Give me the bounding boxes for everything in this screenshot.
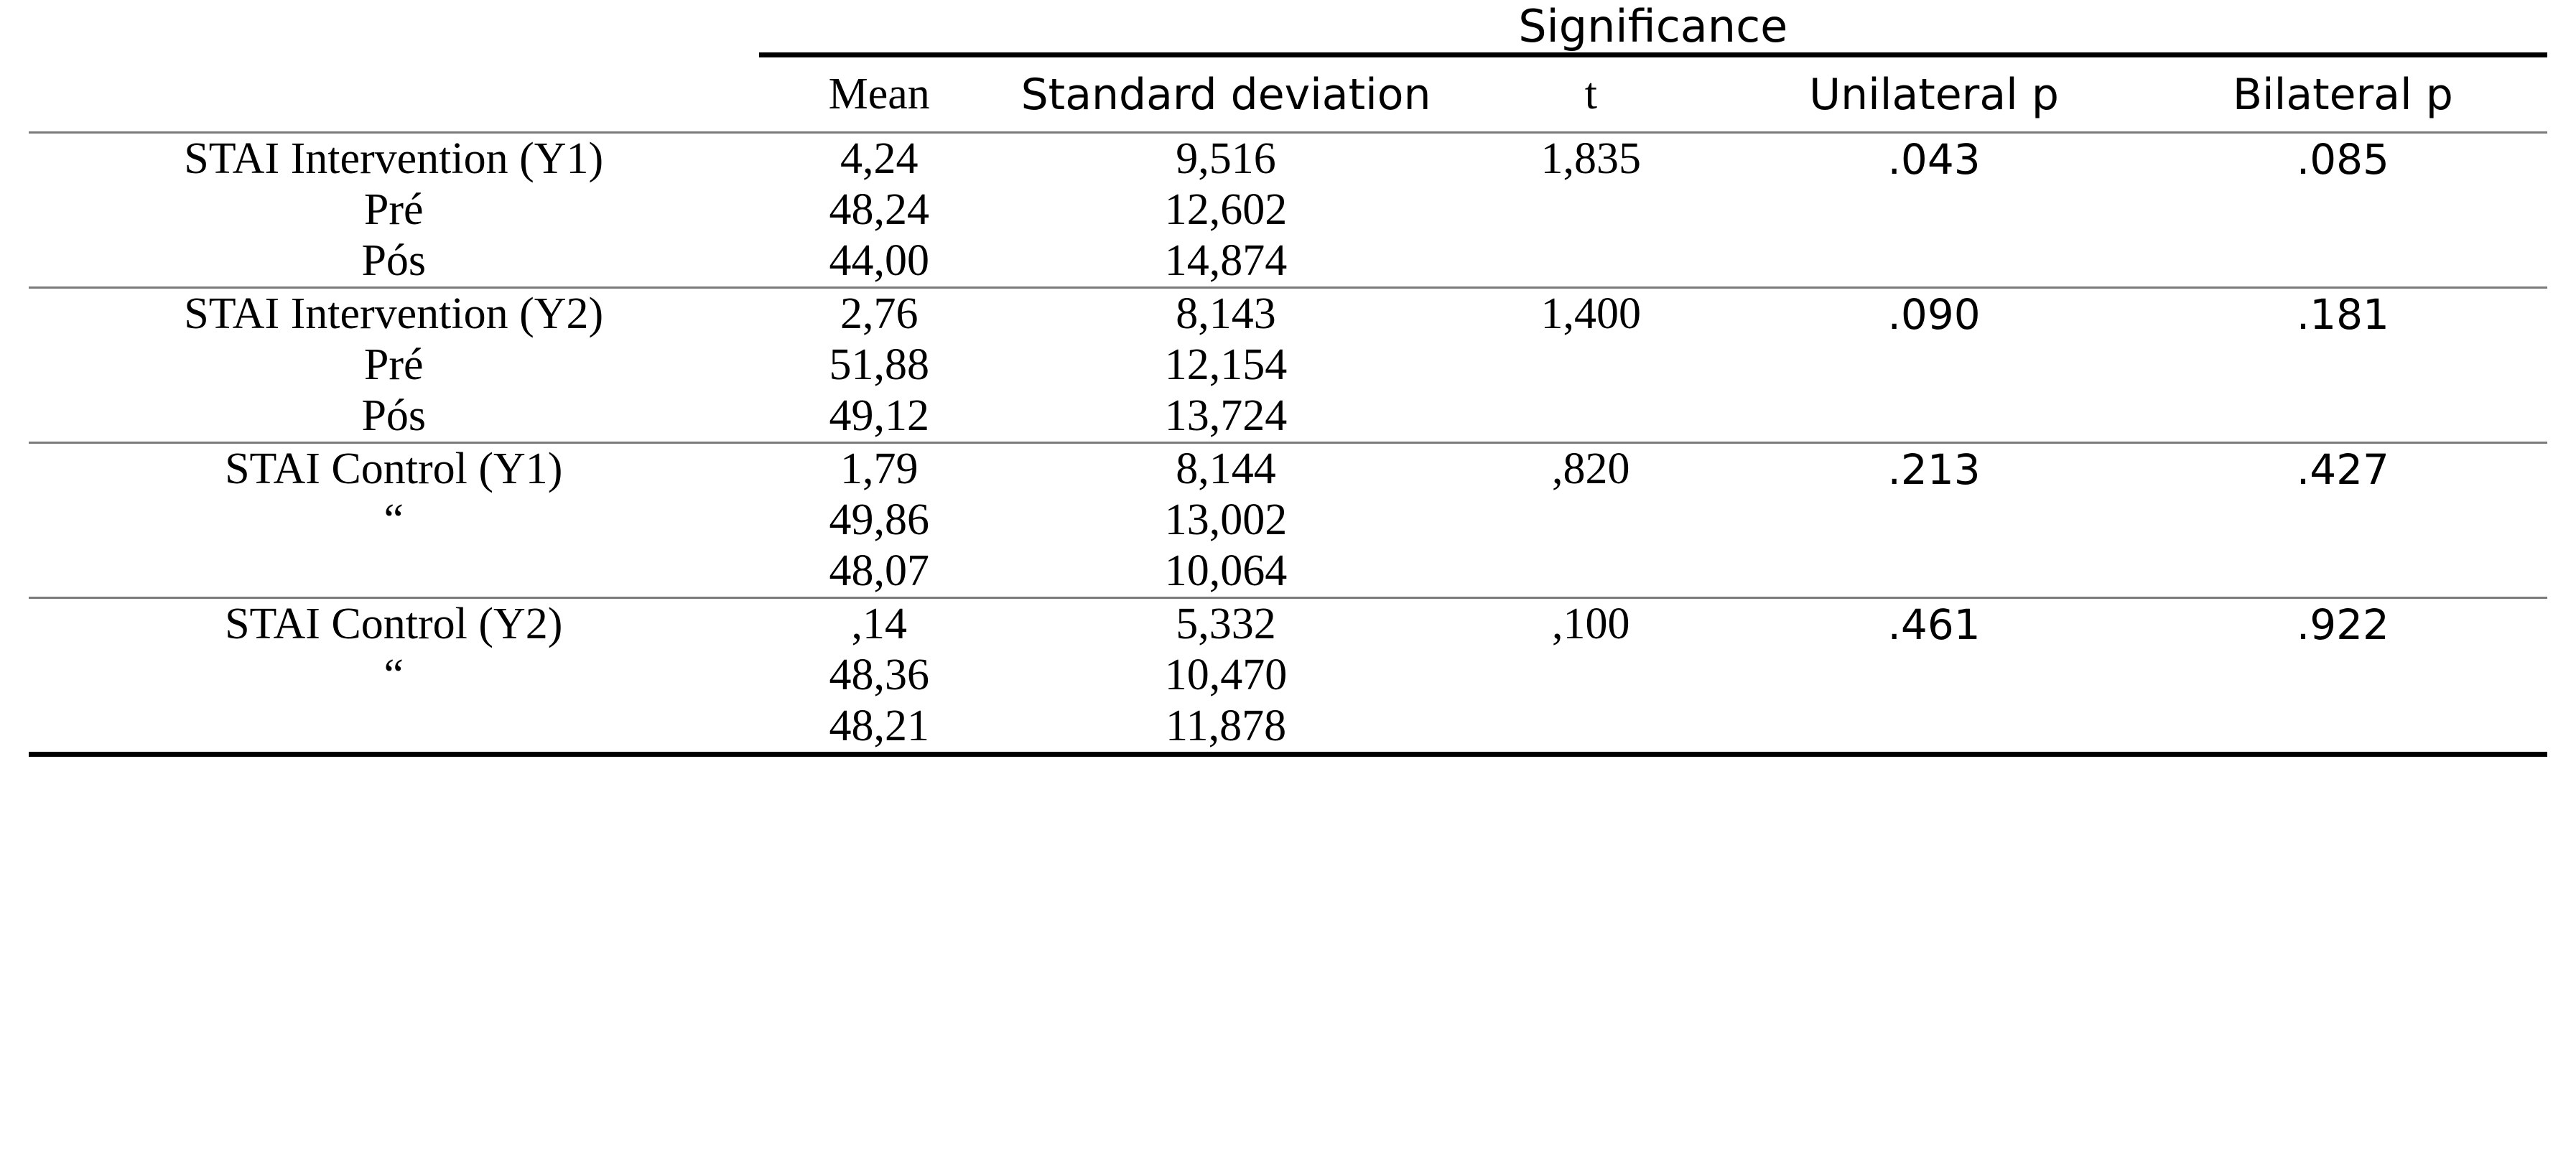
row-mean: 49,12	[829, 391, 929, 440]
row-bilateral-p	[2139, 340, 2547, 391]
row-standard-deviation: 13,002	[1164, 495, 1288, 544]
row-unilateral-p: .213	[1887, 444, 1981, 494]
row-bilateral-p: .181	[2296, 289, 2389, 339]
row-unilateral-p: .090	[1887, 289, 1981, 339]
row-label: Pré	[363, 185, 424, 234]
row-unilateral-p: .461	[1887, 600, 1981, 649]
group-header-significance: Significance	[759, 0, 2548, 55]
column-header-t: t	[1584, 70, 1597, 118]
row-bilateral-p	[2139, 546, 2547, 598]
row-label	[29, 701, 759, 755]
row-bilateral-p: .085	[2296, 134, 2389, 184]
row-unilateral-p	[1729, 701, 2138, 755]
row-t	[1452, 391, 1729, 443]
table-row	[29, 546, 2547, 598]
table-row	[29, 598, 2547, 651]
row-standard-deviation: 8,143	[1176, 289, 1276, 338]
table-body	[29, 133, 2547, 755]
row-mean: ,14	[851, 600, 907, 648]
row-t	[1452, 236, 1729, 288]
row-mean: 48,36	[829, 651, 929, 699]
table-row	[29, 185, 2547, 236]
row-bilateral-p	[2139, 236, 2547, 288]
row-unilateral-p	[1729, 340, 2138, 391]
row-t	[1452, 495, 1729, 546]
table-row	[29, 133, 2547, 185]
row-bilateral-p: .922	[2296, 600, 2389, 649]
row-unilateral-p	[1729, 185, 2138, 236]
row-mean: 51,88	[829, 340, 929, 389]
column-header-standard-deviation: Standard deviation	[1020, 69, 1431, 120]
row-standard-deviation: 5,332	[1176, 600, 1276, 648]
row-t	[1452, 701, 1729, 755]
row-standard-deviation: 8,144	[1176, 444, 1276, 493]
table-row	[29, 701, 2547, 755]
row-standard-deviation: 12,602	[1164, 185, 1288, 234]
row-unilateral-p: .043	[1887, 134, 1981, 184]
column-header-blank	[29, 55, 759, 133]
row-mean: 48,24	[829, 185, 929, 234]
group-header-spacer	[29, 0, 759, 55]
row-label: “	[383, 651, 404, 699]
row-label: Pós	[361, 391, 427, 440]
table-row	[29, 495, 2547, 546]
row-label	[29, 546, 759, 598]
row-mean: 2,76	[840, 289, 919, 338]
row-standard-deviation: 14,874	[1164, 236, 1288, 285]
row-label: STAI Intervention (Y1)	[184, 134, 604, 183]
row-standard-deviation: 12,154	[1164, 340, 1288, 389]
table-header	[29, 0, 2547, 133]
table-row	[29, 443, 2547, 495]
row-mean: 48,21	[829, 701, 929, 750]
row-t: 1,400	[1540, 289, 1642, 338]
row-t	[1452, 546, 1729, 598]
row-unilateral-p	[1729, 546, 2138, 598]
row-mean: 48,07	[829, 546, 929, 595]
row-mean: 44,00	[829, 236, 929, 285]
row-t	[1452, 185, 1729, 236]
column-header-row	[29, 55, 2547, 133]
table-row	[29, 650, 2547, 701]
row-bilateral-p: .427	[2296, 444, 2389, 494]
row-bilateral-p	[2139, 495, 2547, 546]
row-t: ,100	[1552, 600, 1630, 648]
table-row	[29, 288, 2547, 340]
row-bilateral-p	[2139, 701, 2547, 755]
row-label: STAI Intervention (Y2)	[184, 289, 604, 338]
row-mean: 1,79	[840, 444, 919, 493]
table-row	[29, 236, 2547, 288]
row-label: Pré	[363, 340, 424, 389]
row-unilateral-p	[1729, 236, 2138, 288]
row-standard-deviation: 13,724	[1164, 391, 1288, 440]
row-unilateral-p	[1729, 495, 2138, 546]
row-t	[1452, 650, 1729, 701]
row-unilateral-p	[1729, 650, 2138, 701]
row-label: STAI Control (Y1)	[225, 444, 563, 493]
row-label: STAI Control (Y2)	[225, 600, 563, 648]
row-mean: 4,24	[840, 134, 919, 183]
column-header-bilateral-p: Bilateral p	[2232, 69, 2453, 120]
table-row	[29, 391, 2547, 443]
table-row	[29, 340, 2547, 391]
group-header-row	[29, 0, 2547, 55]
row-t	[1452, 340, 1729, 391]
row-t: 1,835	[1540, 134, 1642, 183]
statistics-table	[29, 0, 2547, 757]
column-header-mean: Mean	[828, 70, 930, 118]
row-standard-deviation: 9,516	[1176, 134, 1276, 183]
row-label: “	[383, 495, 404, 544]
row-mean: 49,86	[829, 495, 929, 544]
row-standard-deviation: 10,470	[1164, 651, 1288, 699]
row-unilateral-p	[1729, 391, 2138, 443]
row-bilateral-p	[2139, 185, 2547, 236]
row-label: Pós	[361, 236, 427, 285]
column-header-unilateral-p: Unilateral p	[1809, 69, 2059, 120]
row-bilateral-p	[2139, 650, 2547, 701]
row-standard-deviation: 11,878	[1165, 701, 1287, 750]
row-bilateral-p	[2139, 391, 2547, 443]
row-standard-deviation: 10,064	[1164, 546, 1288, 595]
row-t: ,820	[1552, 444, 1630, 493]
